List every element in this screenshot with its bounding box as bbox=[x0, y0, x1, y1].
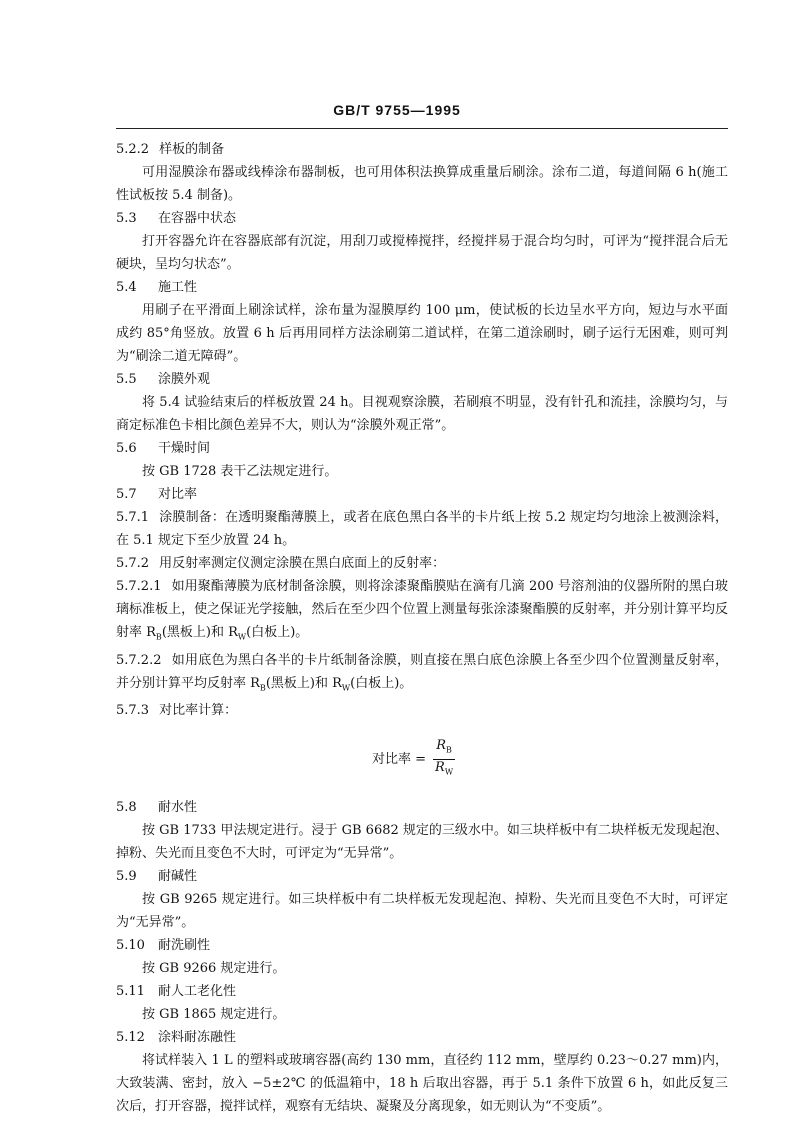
subscript-b: B bbox=[155, 632, 162, 642]
section-number: 5.5 bbox=[116, 372, 137, 387]
section-heading bbox=[116, 276, 728, 299]
section-heading bbox=[116, 865, 728, 888]
section-title: 干燥时间 bbox=[158, 441, 211, 456]
section-heading bbox=[116, 437, 728, 460]
section-5-3 bbox=[116, 207, 728, 276]
section-heading bbox=[116, 1026, 728, 1049]
section-title: 耐人工老化性 bbox=[158, 984, 237, 1000]
section-number: 5.3 bbox=[116, 211, 137, 226]
section-text: 可用湿膜涂布器或线棒涂布器制板，也可用体积法换算成重量后刷涂。涂布二道，每道间隔 6 h(施工性试板按 5.4 制备)。 bbox=[116, 165, 728, 203]
section-heading bbox=[116, 207, 728, 230]
section-title: 样板的制备 bbox=[159, 142, 225, 157]
section-title: 施工性 bbox=[158, 280, 198, 295]
numerator-symbol: R bbox=[436, 738, 446, 754]
section-5-2-2 bbox=[116, 138, 728, 207]
section-5-7-1 bbox=[116, 506, 728, 552]
section-text-mid: (黑板上)和 R bbox=[265, 675, 342, 691]
section-heading bbox=[116, 483, 728, 506]
section-text: 按 GB 1865 规定进行。 bbox=[142, 1007, 286, 1023]
section-heading bbox=[116, 699, 728, 722]
section-5-5 bbox=[116, 368, 728, 437]
section-number: 5.6 bbox=[116, 441, 137, 456]
section-heading bbox=[116, 934, 728, 957]
section-number: 5.12 bbox=[116, 1030, 145, 1046]
document-body bbox=[116, 138, 728, 1118]
section-number: 5.8 bbox=[116, 800, 137, 816]
section-text: 按 GB 9265 规定进行。如三块样板中有二块样板无发现起泡、掉粉、失光而且变色不大时，可评定为“无异常”。 bbox=[116, 892, 728, 931]
section-5-7-2-2 bbox=[116, 649, 728, 700]
section-number: 5.7.2 bbox=[116, 556, 150, 571]
section-heading bbox=[116, 552, 728, 575]
document-header: GB/T 9755—1995 bbox=[333, 102, 461, 118]
formula-expression bbox=[372, 738, 456, 780]
section-title: 耐洗刷性 bbox=[158, 938, 211, 954]
section-title: 耐碱性 bbox=[158, 869, 198, 885]
section-number: 5.4 bbox=[116, 280, 137, 295]
section-text: 用刷子在平滑面上刷涂试样，涂布量为湿膜厚约 100 μm，使试板的长边呈水平方向，短边与水平面成约 85°角竖放。放置 6 h 后再用同样方法涂刷第二道试样，在第二道涂刷时，刷子运行无困难，则可判为“刷涂二道无障碍”。 bbox=[116, 303, 728, 364]
denominator-subscript: W bbox=[444, 767, 454, 777]
section-text: 按 GB 9266 规定进行。 bbox=[142, 961, 286, 977]
formula-fraction bbox=[432, 738, 456, 780]
section-number: 5.7.2.2 bbox=[116, 652, 162, 668]
section-text-mid: (黑板上)和 R bbox=[161, 625, 238, 640]
section-number: 5.7.2.1 bbox=[116, 579, 162, 594]
section-number: 5.7.3 bbox=[116, 703, 150, 719]
denominator-symbol: R bbox=[435, 759, 445, 775]
section-text: 如用底色为黑白各半的卡片纸制备涂膜，则直接在黑白底色涂膜上各至少四个位置测量反射率，并分别计算平均反射率 R bbox=[116, 652, 728, 691]
section-text: 将 5.4 试验结束后的样板放置 24 h。目视观察涂膜，若刷痕不明显，没有针孔和流挂，涂膜均匀，与商定标准色卡相比颜色差异不大，则认为“涂膜外观正常”。 bbox=[116, 395, 728, 433]
section-number: 5.10 bbox=[116, 938, 145, 954]
section-heading bbox=[116, 796, 728, 819]
subscript-w: W bbox=[237, 632, 247, 642]
numerator-subscript: B bbox=[446, 745, 452, 755]
section-heading bbox=[116, 980, 728, 1003]
section-number: 5.9 bbox=[116, 869, 137, 885]
section-title: 用反射率测定仪测定涂膜在黑白底面上的反射率： bbox=[159, 556, 446, 571]
section-5-7-2-1 bbox=[116, 575, 728, 649]
section-title: 对比率计算： bbox=[159, 703, 238, 719]
section-text: 按 GB 1733 甲法规定进行。浸于 GB 6682 规定的三级水中。如三块样板中有二块样板无发现起泡、掉粉、失光而且变色不大时，可评定为“无异常”。 bbox=[116, 823, 728, 862]
contrast-ratio-formula bbox=[116, 730, 728, 790]
section-number: 5.7.1 bbox=[116, 510, 150, 525]
section-title: 耐水性 bbox=[158, 800, 198, 816]
section-text: 涂膜制备：在透明聚酯薄膜上，或者在底色黑白各半的卡片纸上按 5.2 规定均匀地涂上被测涂料，在 5.1 规定下至少放置 24 h。 bbox=[116, 510, 728, 548]
section-5-11 bbox=[116, 980, 728, 1026]
formula-denominator bbox=[432, 760, 456, 781]
section-text: 如用聚酯薄膜为底材制备涂膜，则将涂漆聚酯膜贴在滴有几滴 200 号溶剂油的仪器所附的黑白玻璃标准板上，使之保证光学接触，然后在至少四个位置上测量每张涂漆聚酯膜的反射率，并分别计算平均反射率 R bbox=[116, 579, 728, 640]
section-text: 将试样装入 1 L 的塑料或玻璃容器(高约 130 mm，直径约 112 mm，壁厚约 0.23～0.27 mm)内，大致装满、密封，放入 −5±2℃ 的低温箱中，18 h 后取出容器，再于 5.1 条件下放置 6 h，如此反复三次后，打开容器，搅拌试样，观察有无结块、凝聚及分离现象，如无则认为“不变质”。 bbox=[116, 1053, 728, 1115]
section-number: 5.7 bbox=[116, 487, 137, 502]
section-5-9 bbox=[116, 865, 728, 934]
header-rule bbox=[116, 128, 728, 129]
section-text: 按 GB 1728 表干乙法规定进行。 bbox=[142, 464, 338, 479]
section-heading bbox=[116, 138, 728, 161]
section-text-end: (白板上)。 bbox=[350, 675, 413, 691]
section-title: 对比率 bbox=[158, 487, 198, 502]
formula-lhs: 对比率 = bbox=[372, 751, 427, 767]
section-text-end: (白板上)。 bbox=[246, 625, 309, 640]
subscript-b: B bbox=[259, 683, 266, 693]
subscript-w: W bbox=[341, 683, 351, 693]
section-heading bbox=[116, 368, 728, 391]
section-5-4 bbox=[116, 276, 728, 368]
section-5-10 bbox=[116, 934, 728, 980]
section-5-8 bbox=[116, 796, 728, 865]
section-5-6 bbox=[116, 437, 728, 483]
section-number: 5.11 bbox=[116, 984, 145, 1000]
section-text: 打开容器允许在容器底部有沉淀，用刮刀或搅棒搅拌，经搅拌易于混合均匀时，可评为“搅拌混合后无硬块，呈均匀状态”。 bbox=[116, 234, 728, 272]
section-title: 涂膜外观 bbox=[158, 372, 211, 387]
section-number: 5.2.2 bbox=[116, 142, 150, 157]
section-5-7 bbox=[116, 483, 728, 506]
section-5-12 bbox=[116, 1026, 728, 1118]
formula-numerator bbox=[433, 738, 455, 760]
section-title: 涂料耐冻融性 bbox=[158, 1030, 237, 1046]
section-title: 在容器中状态 bbox=[158, 211, 237, 226]
section-5-7-2 bbox=[116, 552, 728, 575]
section-5-7-3 bbox=[116, 699, 728, 722]
